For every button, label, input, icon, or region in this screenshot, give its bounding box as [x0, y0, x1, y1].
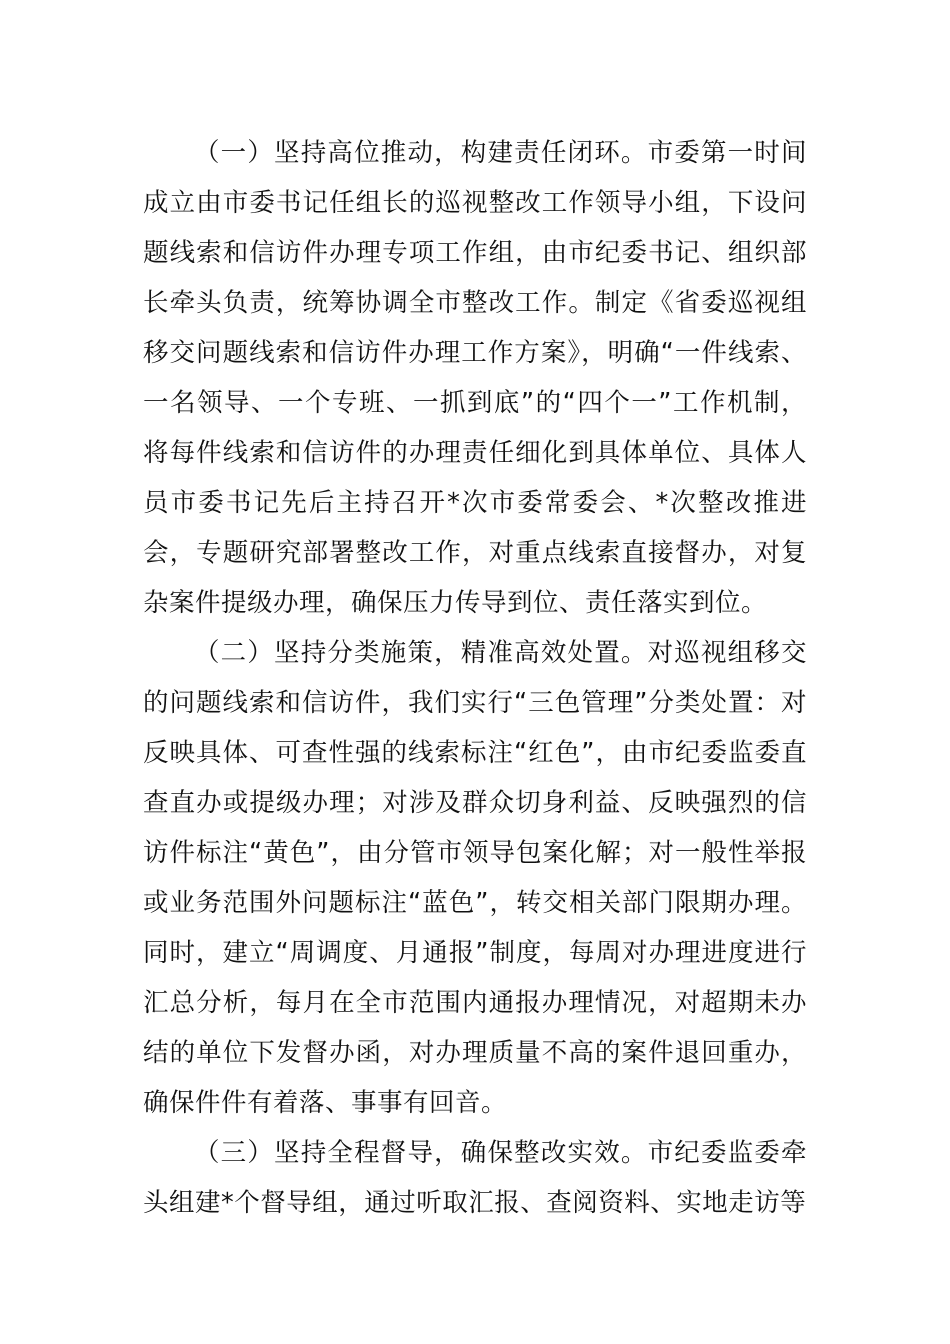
paragraph-3: （三）坚持全程督导，确保整改实效。市纪委监委牵头组建*个督导组，通过听取汇报、查阅资料、实地走访等: [143, 1138, 807, 1218]
paragraph-2: （二）坚持分类施策，精准高效处置。对巡视组移交的问题线索和信访件，我们实行“三色管理”分类处置：对反映具体、可查性强的线索标注“红色”，由市纪委监委直查直办或提级办理；对涉及群众切身利益、反映强烈的信访件标注“黄色”，由分管市领导包案化解；对一般性举报或业务范围外问题标注“蓝色”，转交相关部门限期办理。同时，建立“周调度、月通报”制度，每周对办理进度进行汇总分析，每月在全市范围内通报办理情况，对超期未办结的单位下发督办函，对办理质量不高的案件退回重办，确保件件有着落、事事有回音。: [143, 638, 807, 1118]
document-body: [143, 128, 807, 1228]
paragraph-1: （一）坚持高位推动，构建责任闭环。市委第一时间成立由市委书记任组长的巡视整改工作领导小组，下设问题线索和信访件办理专项工作组，由市纪委书记、组织部长牵头负责，统筹协调全市整改工作。制定《省委巡视组移交问题线索和信访件办理工作方案》，明确“一件线索、一名领导、一个专班、一抓到底”的“四个一”工作机制，将每件线索和信访件的办理责任细化到具体单位、具体人员市委书记先后主持召开*次市委常委会、*次整改推进会，专题研究部署整改工作，对重点线索直接督办，对复杂案件提级办理，确保压力传导到位、责任落实到位。: [143, 138, 807, 618]
